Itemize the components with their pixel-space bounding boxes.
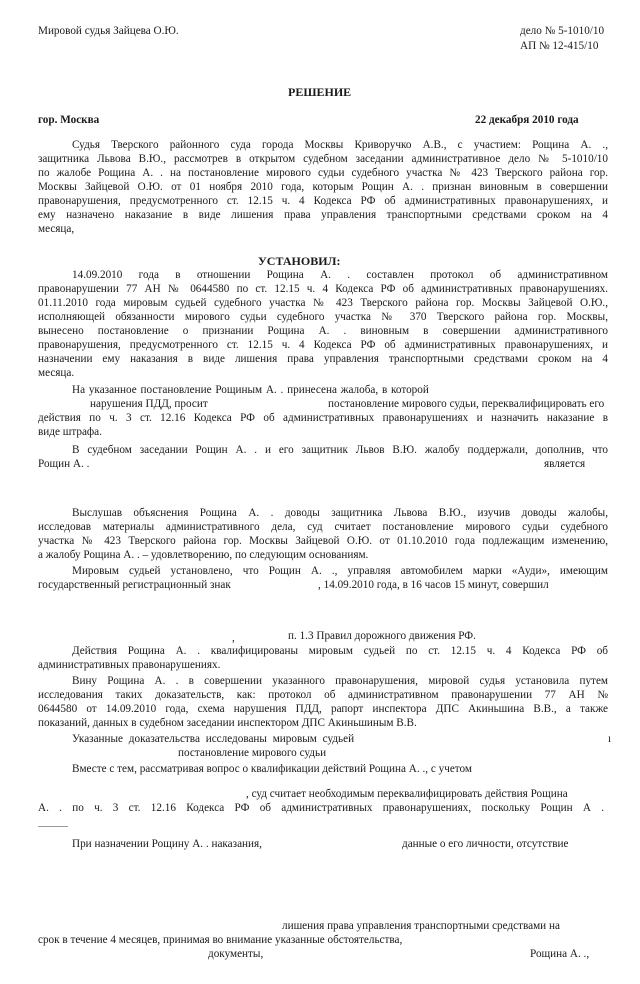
p5-line: государственный регистрационный знак [38, 579, 231, 591]
intro-line: ему назначено наказание в виде лишения права управления транспортными средствами сроком на 4 [38, 209, 608, 221]
established-heading: УСТАНОВИЛ: [258, 254, 341, 268]
intro-line: правонарушения, предусмотренного ст. 12.15 ч. 4 Кодекса РФ об административных правонарушениях, и [38, 195, 608, 207]
p1-line: месяца. [38, 367, 75, 379]
p9-line: Указанные доказательства исследованы мировым судьей [72, 733, 355, 745]
p10-line: , суд считает необходимым переквалифицировать действия Рощина [246, 788, 568, 800]
case-number: дело № 5-1010/10 [520, 25, 605, 37]
p10-line: Вместе с тем, рассматривая вопрос о квалификации действий Рощина А. ., с учетом [72, 763, 473, 775]
p3-line: В судебном заседании Рощин А. . и его защитник Львов В.Ю. жалобу поддержали, дополнив, что [72, 444, 608, 456]
p11-line: При назначении Рощину А. . наказания, [72, 838, 262, 850]
p7-line: административных правонарушениях. [38, 659, 221, 671]
ap-number: АП № 12-415/10 [520, 40, 599, 52]
p11-line: документы, [208, 948, 264, 960]
p1-line: исполняющей обязанности мирового судьи судебного участка № 370 Тверского района гор. Москвы, [38, 311, 608, 323]
p3-line: является [544, 458, 586, 470]
decision-date: 22 декабря 2010 года [475, 114, 579, 126]
p8-line: показаний, данных в судебном заседании инспектором ДПС Акиньшиным В.В. [38, 717, 417, 729]
p4-line: Выслушав объяснения Рощина А. . доводы защитника Львова В.Ю., изучив доводы жалобы, [72, 507, 608, 519]
p1-line: вынесено постановление о признании Рощина А. . виновным в совершении административного [38, 325, 608, 337]
scan-mark [38, 826, 68, 827]
p1-line: правонарушении 77 АН № 0644580 по ст. 12.15 ч. 4 Кодекса РФ об административных правонарушениях. [38, 283, 608, 295]
document-title: РЕШЕНИЕ [288, 85, 352, 99]
p10-line: А. . по ч. 3 ст. 12.16 Кодекса РФ об административных правонарушениях, поскольку Рощин А . [38, 802, 604, 814]
p4-line: исследовав материалы административного дела, суд считает постановление мирового судьи судебного [38, 521, 608, 533]
p8-line: Вину Рощина А. . в совершении указанного правонарушения, мировой судья установила путем [72, 675, 608, 687]
p2-line: действия по ч. 3 ст. 12.16 Кодекса РФ об административных правонарушениях и назначить наказание в [38, 412, 608, 424]
p4-line: участка № 423 Тверского района гор. Москвы Зайцевой О.Ю. от 01.10.2010 года подлежащим изменению, [38, 535, 608, 547]
p8-line: исследования таких доказательств, как: протокол об административном правонарушении 77 АН № [38, 689, 608, 701]
p2-line: виде штрафа. [38, 426, 102, 438]
p1-line: 01.11.2010 года мировым судьей судебного участка № 423 Тверского района гор. Москвы Зайцевой О.Ю., [38, 297, 608, 309]
p2-line: На указанное постановление Рощиным А. . принесена жалоба, в которой [72, 384, 429, 396]
intro-line: по жалобе Рощина А. . на постановление мирового судьи судебного участка № 423 Тверского района гор. [38, 167, 608, 179]
p2-line: постановление мирового судьи, переквалифицировать его [328, 398, 605, 410]
p5-line: , 14.09.2010 года, в 16 часов 15 минут, совершил [318, 579, 549, 591]
city: гор. Москва [38, 114, 100, 126]
p11-line: данные о его личности, отсутствие [402, 838, 569, 850]
p11-line: срок в течение 4 месяцев, принимая во внимание указанные обстоятельства, [38, 934, 403, 946]
judge-name: Мировой судья Зайцева О.Ю. [38, 25, 179, 37]
p2-line: нарушения ПДД, просит [90, 398, 208, 410]
p5-line: Мировым судьей установлено, что Рощин А. ., управляя автомобилем марки «Ауди», имеющим [72, 565, 608, 577]
p9-line: постановление мирового судьи [178, 747, 327, 759]
p11-line: лишения права управления транспортными средствами на [282, 920, 560, 932]
intro-line: Москвы Зайцевой О.Ю. от 01 ноября 2010 года, которым Рощин А. . признан виновным в совершении [38, 181, 608, 193]
p6-line: п. 1.3 Правил дорожного движения РФ. [288, 630, 476, 642]
p1-line: правонарушения, предусмотренного ст. 12.15 ч. 4 Кодекса РФ об административных правонарушениях, и [38, 339, 608, 351]
p8-line: 0644580 от 14.09.2010 года, схема нарушения ПДД, рапорт инспектора ДПС Акиньшина В.В., а также [38, 703, 608, 715]
p3-line: Рощин А. . [38, 458, 90, 470]
p11-line: Рощина А. ., [530, 948, 590, 960]
intro-line: месяца, [38, 223, 75, 235]
p1-line: 14.09.2010 года в отношении Рощина А. . составлен протокол об административном [72, 269, 608, 281]
p6-mark: , [232, 632, 235, 644]
intro-line: защитника Львова В.Ю., рассмотрев в открытом судебном заседании административное дело № 5-1010/10 [38, 153, 608, 165]
p4-line: а жалобу Рощина А. . – удовлетворению, по следующим основаниям. [38, 549, 369, 561]
p9-mark: ı [608, 733, 612, 745]
p7-line: Действия Рощина А. . квалифицированы мировым судьей по ст. 12.15 ч. 4 Кодекса РФ об [72, 645, 608, 657]
p1-line: назначении ему наказания в виде лишения права управления транспортными средствами сроком на 4 [38, 353, 608, 365]
intro-line: Судья Тверского районного суда города Москвы Криворучко А.В., с участием: Рощина А. ., [72, 139, 608, 151]
